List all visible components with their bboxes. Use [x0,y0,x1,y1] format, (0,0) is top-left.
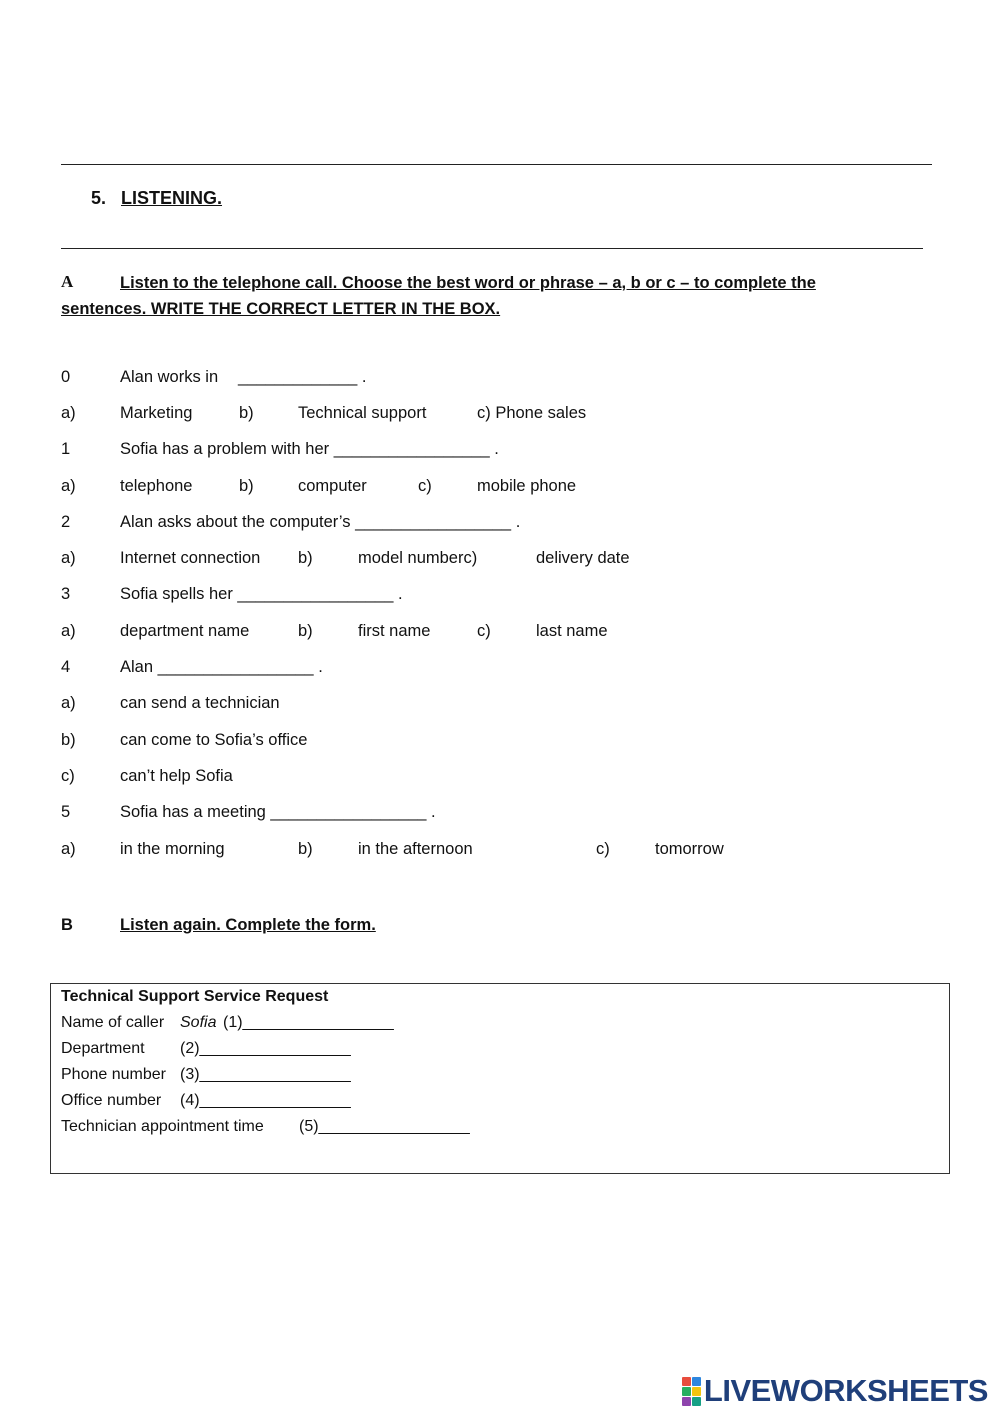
section-divider [61,248,923,249]
office-blank[interactable]: (4)_________________ [180,1092,351,1109]
form-row-office [61,1090,351,1112]
part-a-letter: A [61,272,74,291]
phone-label: Phone number [61,1066,166,1083]
form-row-phone [61,1064,351,1086]
question-text: Alan works in [120,368,219,386]
option-b: in the afternoon [358,840,473,858]
question-text: Sofia spells her _________________ . [120,585,403,603]
option-label: a) [61,477,76,495]
option-c: tomorrow [655,840,724,858]
option-text: can’t help Sofia [120,767,233,785]
option-label: a) [61,622,76,640]
option-c: c) Phone sales [477,404,587,422]
top-divider [61,164,932,165]
form-row-caller [61,1012,394,1034]
option-label: b) [298,840,313,858]
option-a: Marketing [120,404,193,422]
option-label: a) [61,694,76,712]
brand-name: LIVEWORKSHEETS [703,1373,988,1408]
form-row-time [61,1116,470,1138]
caller-value: Sofia [180,1014,217,1031]
option-label: c) [61,767,75,785]
option-label: a) [61,840,76,858]
option-label: b) [61,731,76,749]
option-label: b) [298,549,313,567]
option-a: Internet connection [120,549,261,567]
time-label: Technician appointment time [61,1118,264,1135]
question-number: 2 [61,513,71,531]
option-c: last name [536,622,608,640]
option-label: c) [477,622,491,640]
option-label: a) [61,549,76,567]
section-title: LISTENING. [121,188,223,208]
option-label: b) [239,477,254,495]
question-number: 3 [61,585,71,603]
option-a: telephone [120,477,193,495]
answer-blank[interactable]: _____________ . [238,368,367,386]
question-number: 4 [61,658,71,676]
part-b-instruction: Listen again. Complete the form. [120,916,376,934]
service-request-form [50,983,950,1174]
office-label: Office number [61,1092,162,1109]
question-number: 1 [61,440,71,458]
option-label: b) [298,622,313,640]
form-row-department [61,1038,351,1060]
form-title: Technical Support Service Request [61,988,329,1005]
question-number: 0 [61,368,71,386]
option-text: can send a technician [120,694,280,712]
caller-label: Name of caller [61,1014,165,1031]
option-label: b) [239,404,254,422]
option-text: can come to Sofia’s office [120,731,308,749]
question-text: Sofia has a meeting _________________ . [120,803,436,821]
option-label: c) [596,840,610,858]
option-b: Technical support [298,404,427,422]
option-a: department name [120,622,250,640]
question-number: 5 [61,803,71,821]
option-b: computer [298,477,367,495]
option-label: a) [61,404,76,422]
question-text: Sofia has a problem with her _________________ . [120,440,499,458]
department-label: Department [61,1040,145,1057]
part-b-letter: B [61,916,73,934]
question-text: Alan asks about the computer’s _________________ . [120,513,521,531]
caller-blank[interactable]: (1)_________________ [223,1014,394,1031]
question-text: Alan _________________ . [120,658,323,676]
option-b: model numberc) [358,549,478,567]
option-c: mobile phone [477,477,577,495]
option-b: first name [358,622,431,640]
time-blank[interactable]: (5)_________________ [299,1118,470,1135]
option-label: c) [418,477,432,495]
phone-blank[interactable]: (3)_________________ [180,1066,351,1083]
section-heading [91,188,222,209]
option-a: in the morning [120,840,225,858]
section-number: 5. [91,188,107,208]
department-blank[interactable]: (2)_________________ [180,1040,351,1057]
option-c: delivery date [536,549,630,567]
blocks-icon [682,1377,701,1406]
part-a-instruction: Listen to the telephone call. Choose the best word or phrase – a, b or c – to complete the sentences. WRITE THE CORRECT LETTER IN THE BOX. [61,274,816,318]
liveworksheets-logo [682,1373,988,1409]
